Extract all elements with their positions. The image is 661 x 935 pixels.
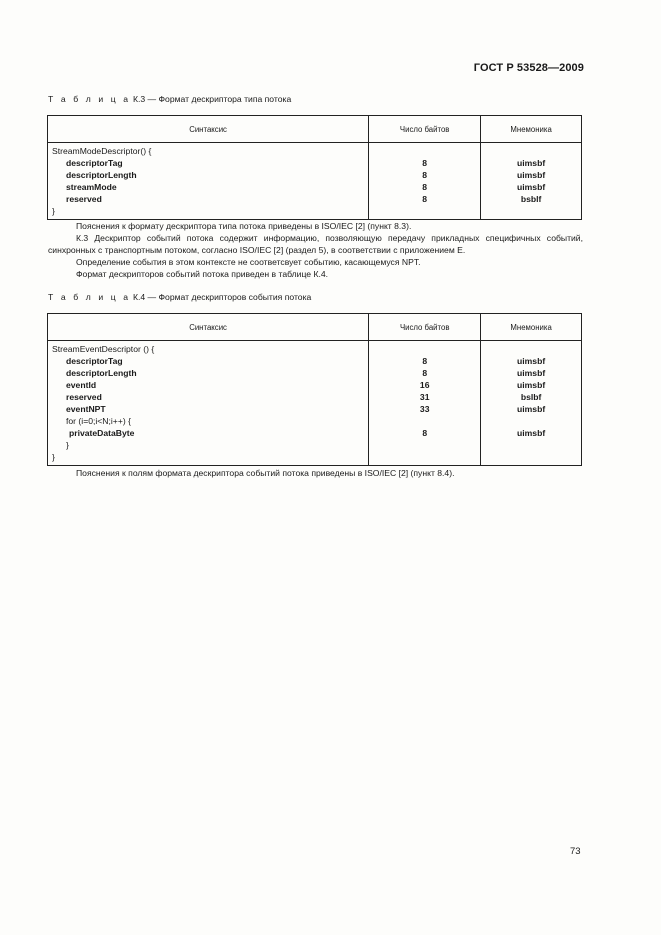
table-cell: uimsbf	[517, 182, 546, 192]
table-row: descriptorTag	[66, 158, 123, 168]
table-k4-mnemonic-cell	[481, 341, 582, 466]
table-cell: 33	[419, 404, 430, 414]
table-row: reserved	[66, 194, 102, 204]
table-k4-caption	[48, 292, 311, 302]
table-k4-body-row	[48, 341, 582, 466]
table-row: for (i=0;i<N;i++) {	[66, 416, 131, 426]
table-cell: uimsbf	[517, 368, 546, 378]
table-cell: uimsbf	[517, 380, 546, 390]
text-block-1	[48, 220, 583, 280]
table-row: }	[52, 452, 55, 462]
table-row: }	[52, 206, 55, 216]
table-row: reserved	[66, 392, 102, 402]
table-row: streamMode	[66, 182, 117, 192]
table-cell	[369, 145, 480, 157]
table-row: }	[66, 440, 69, 450]
table-row: eventId	[66, 380, 97, 390]
paragraph: Определение события в этом контексте не соответсвует событию, касающемуся NPT.	[76, 257, 421, 267]
table-cell: 8	[422, 182, 428, 192]
table-row: StreamEventDescriptor () {	[52, 344, 155, 354]
table-row: StreamModeDescriptor() {	[52, 146, 152, 156]
table-k3-caption	[48, 94, 291, 104]
table-cell	[481, 145, 581, 157]
table-k4-header-bytes: Число байтов	[369, 314, 481, 341]
table-cell: 16	[419, 380, 430, 390]
standard-header: ГОСТ Р 53528—2009	[473, 62, 584, 74]
paragraph: Пояснения к формату дескриптора типа потока приведены в ISO/IEC [2] (пункт 8.3).	[76, 221, 412, 231]
table-cell: bsblf	[520, 194, 542, 204]
table-row: privateDataByte	[69, 428, 135, 438]
table-cell	[481, 343, 581, 355]
table-k3-syntax-cell	[48, 143, 369, 220]
table-cell: uimsbf	[517, 428, 546, 438]
table-cell: bslbf	[520, 392, 542, 402]
table-k3-header-bytes: Число байтов	[369, 116, 481, 143]
table-k4-header-mnemonic: Мнемоника	[481, 314, 582, 341]
table-cell: uimsbf	[517, 356, 546, 366]
table-row: descriptorLength	[66, 170, 137, 180]
table-k4-bytes-cell	[369, 341, 481, 466]
table-k3-caption-text: К.3 — Формат дескриптора типа потока	[130, 94, 292, 104]
table-k4-caption-prefix: Т а б л и ц а	[48, 292, 131, 302]
table-row: eventNPT	[66, 404, 106, 414]
table-cell: 8	[422, 368, 428, 378]
table-k3-body-row	[48, 143, 582, 220]
table-k4-header-syntax: Синтаксис	[48, 314, 369, 341]
table-k3-bytes-cell	[369, 143, 481, 220]
table-cell: 8	[422, 170, 428, 180]
table-k3	[47, 115, 582, 220]
page-number: 73	[570, 846, 581, 857]
text-block-2	[48, 467, 583, 479]
table-k4-caption-text: К.4 — Формат дескрипторов события потока	[130, 292, 312, 302]
table-row: descriptorLength	[66, 368, 137, 378]
table-cell	[369, 343, 480, 355]
table-cell	[369, 415, 480, 427]
table-k4	[47, 313, 582, 466]
table-cell: 8	[422, 194, 428, 204]
table-k4-syntax-cell	[48, 341, 369, 466]
table-k3-header-mnemonic: Мнемоника	[481, 116, 582, 143]
table-k3-caption-prefix: Т а б л и ц а	[48, 94, 131, 104]
table-cell: 8	[422, 356, 428, 366]
table-cell: 8	[422, 158, 428, 168]
table-cell: 31	[419, 392, 430, 402]
paragraph: К.3 Дескриптор событий потока содержит информацию, позволяющую передачу прикладных специфичных событий, синхронных с транспортным потоком, согласно ISO/IEC [2] (раздел 5), в соответствии с приложением Е.	[48, 233, 583, 255]
paragraph: Формат дескрипторов событий потока приведен в таблице К.4.	[76, 269, 328, 279]
table-cell	[481, 415, 581, 427]
table-cell: uimsbf	[517, 170, 546, 180]
table-cell: 8	[422, 428, 428, 438]
table-cell: uimsbf	[517, 158, 546, 168]
paragraph: Пояснения к полям формата дескриптора событий потока приведены в ISO/IEC [2] (пункт 8.4).	[76, 468, 455, 478]
table-k3-header-syntax: Синтаксис	[48, 116, 369, 143]
table-row: descriptorTag	[66, 356, 123, 366]
table-k3-mnemonic-cell	[481, 143, 582, 220]
table-cell: uimsbf	[517, 404, 546, 414]
